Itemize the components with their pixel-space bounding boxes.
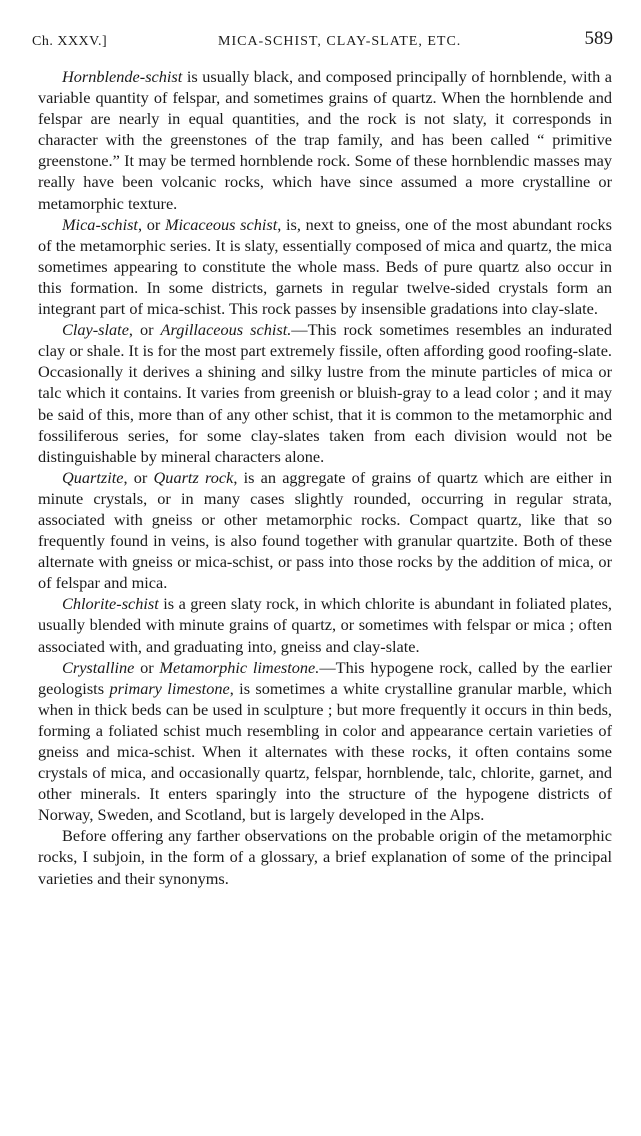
connector: , or [128, 320, 161, 340]
term-crystalline: Crystalline [62, 657, 135, 677]
term-primary-limestone: primary limestone [109, 678, 230, 698]
paragraph-crystalline-limestone [38, 657, 612, 826]
paragraph-hornblende-schist [38, 66, 612, 214]
term-clay-slate: Clay-slate [62, 320, 129, 340]
term-chlorite-schist: Chlorite-schist [62, 594, 159, 614]
paragraph-chlorite-schist [38, 593, 612, 656]
connector: , or [123, 467, 154, 487]
connector: or [134, 657, 160, 677]
paragraph-text: is usually black, and composed principally of hornblende, with a variable quantity of felspar, and sometimes grains of quartz. When the hornblende and felspar are nearly in equal quantities, and the rock is not slaty, it corresponds in character with the greenstones of the trap family, and has been called “ primitive greenstone.” It may be termed hornblende rock. Some of these hornblendic masses may really have been volcanic rocks, which have since assumed a more crystalline or metamorphic texture. [38, 67, 612, 213]
connector: , or [137, 214, 165, 234]
paragraph-text: , is, next to gneiss, one of the most abundant rocks of the metamorphic series. It is slaty, essentially composed of mica and quartz, the mica sometimes appearing to constitute the whole mass. Beds of pure quartz also occur in this formation. In some districts, garnets in regular twelve-sided crystals form an integrant part of mica-schist. This rock passes by insensible gradations into clay-slate. [38, 214, 612, 319]
paragraph-text: —This rock sometimes resembles an indurated clay or shale. It is for the most part extremely fissile, often affording good roofing-slate. Occasionally it derives a shining and silky lustre from the minute particles of mica or talc which it contains. It varies from greenish or bluish-gray to a lead color ; and it may be said of this, more than of any other schist, that it is common to the metamorphic and fossiliferous series, for some clay-slates taken from each division would not be distinguishable by mineral characters alone. [38, 320, 612, 466]
running-header [32, 28, 613, 56]
running-title: MICA-SCHIST, CLAY-SLATE, ETC. [218, 34, 462, 49]
chapter-reference: Ch. XXXV.] [32, 34, 108, 49]
term-quartz-rock: Quartz rock [153, 467, 234, 487]
paragraph-text: , is sometimes a white crystalline granular marble, which when in thick beds can be used in sculpture ; but more frequently it occurs in thin beds, forming a foliated schist much resembling in color and appearance certain varieties of gneiss and mica-schist. When it alternates with these rocks, it often contains some crystals of mica, and occasionally quartz, felspar, hornblende, talc, chlorite, garnet, and other minerals. It enters sparingly into the structure of the hypogene districts of Norway, Sweden, and Scotland, but is largely developed in the Alps. [38, 678, 612, 825]
term-quartzite: Quartzite [62, 467, 124, 487]
page-number: 589 [584, 28, 613, 49]
paragraph-text: is a green slaty rock, in which chlorite is abundant in foliated plates, usually blended with minute grains of quartz, or sometimes with felspar or mica ; often associated with, and graduating into, gneiss and clay-slate. [38, 594, 612, 656]
paragraph-text: , is an aggregate of grains of quartz which are either in minute crystals, or in many cases slightly rounded, occurring in regular strata, associated with gneiss or other metamorphic rocks. Compact quartz, like that so frequently found in veins, is also found together with granular quartzite. Both of these alternate with gneiss or mica-schist, or pass into those rocks by the addition of mica, or of felspar and mica. [38, 467, 613, 593]
paragraph-mica-schist [38, 214, 612, 319]
paragraph-clay-slate [38, 319, 612, 467]
term-hornblende-schist: Hornblende-schist [62, 67, 183, 86]
term-micaceous-schist: Micaceous schist [164, 214, 278, 234]
paragraph-quartzite [38, 467, 612, 594]
paragraph-text: Before offering any farther observations on the probable origin of the metamorphic rocks, I subjoin, in the form of a glossary, a brief explanation of some of the principal varieties and their synonyms. [38, 826, 612, 888]
paragraph-text-before: —This hypogene rock, called by the earlier geologists [38, 657, 612, 698]
term-metamorphic-limestone: Metamorphic limestone. [159, 657, 320, 677]
term-argillaceous-schist: Argillaceous schist. [160, 320, 292, 340]
term-mica-schist: Mica-schist [62, 214, 138, 234]
paragraph-closing [38, 825, 612, 888]
body-text [38, 66, 612, 889]
